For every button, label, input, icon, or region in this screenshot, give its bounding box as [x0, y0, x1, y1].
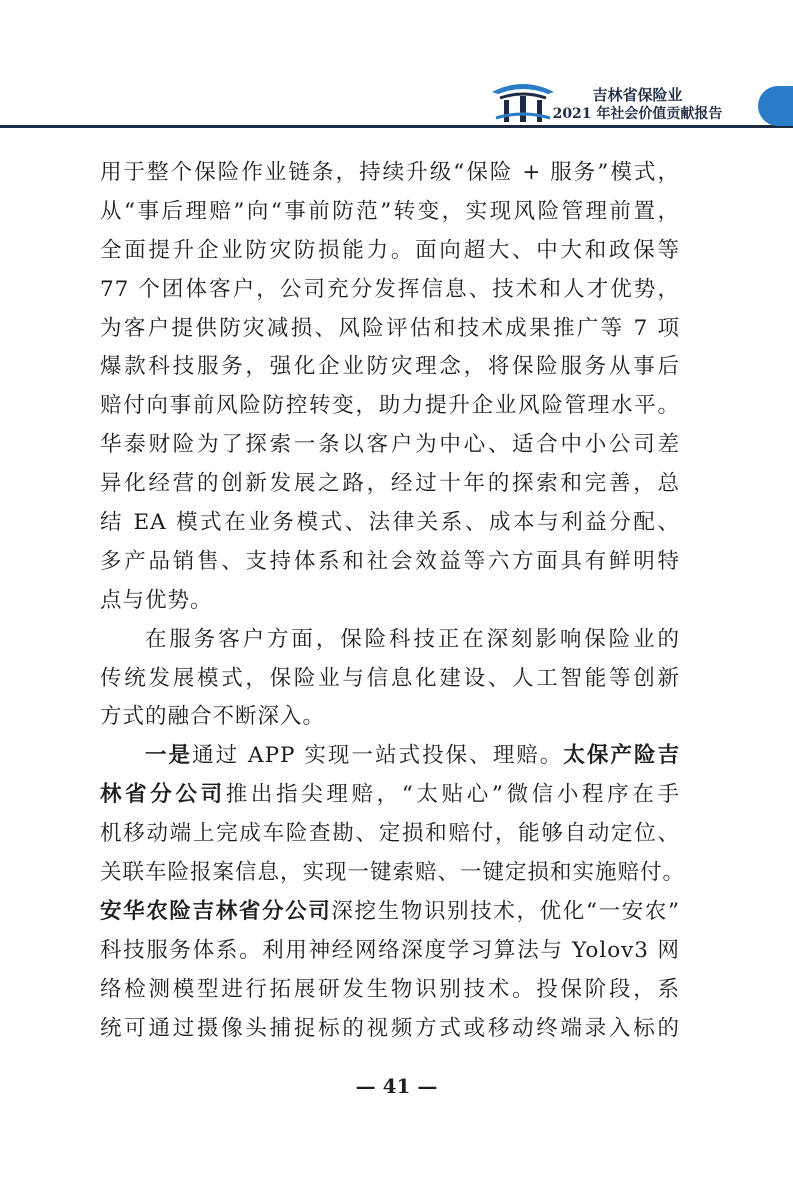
bold-text: 太保产险吉	[563, 743, 680, 769]
text-line: 关联车险报案信息，实现一键索赔、一键定损和实施赔付。	[100, 860, 686, 886]
text-line: 传统发展模式，保险业与信息化建设、人工智能等创新	[100, 665, 680, 691]
bold-text: 一是	[145, 743, 193, 769]
text-line: 用于整个保险作业链条，持续升级“保险 + 服务”模式，	[100, 160, 680, 185]
text-line: 爆款科技服务，强化企业防灾理念，将保险服务从事后	[100, 354, 680, 380]
text-line	[100, 893, 680, 932]
text-line: 从“事后理赔”向“事前防范”转变，实现风险管理前置，	[100, 198, 680, 224]
page-number: — 41 —	[355, 1074, 438, 1098]
text-line: 统可通过摄像头捕捉标的视频方式或移动终端录入标的	[100, 1015, 680, 1041]
text-line: 为客户提供防灾减损、风险评估和技术成果推广等 7 项	[100, 315, 680, 341]
text-line: 科技服务体系。利用神经网络深度学习算法与 Yolov3 网	[100, 937, 680, 963]
bold-text: 安华农险吉林省分公司	[100, 898, 332, 924]
plain-text: 推出指尖理赔，“太贴心”微信小程序在手	[225, 782, 680, 808]
text-line: 异化经营的创新发展之路，经过十年的探索和完善，总	[100, 471, 680, 497]
report-title	[530, 86, 745, 124]
text-line: 在服务客户方面，保险科技正在深刻影响保险业的	[145, 626, 680, 652]
text-line: 华泰财险为了探索一条以客户为中心、适合中小公司差	[100, 432, 680, 458]
plain-text: 通过 APP 实现一站式投保、理赔。	[192, 743, 564, 769]
text-line: 方式的融合不断深入。	[100, 704, 326, 730]
text-line: 络检测模型进行拓展研发生物识别技术。投保阶段，系	[100, 976, 680, 1002]
body-text	[100, 154, 686, 1048]
text-line: 全面提升企业防灾防损能力。面向超大、中大和政保等	[100, 237, 680, 263]
text-line: 多产品销售、支持体系和社会效益等六方面具有鲜明特	[100, 548, 680, 574]
text-line: 赔付向事前风险防控转变，助力提升企业风险管理水平。	[100, 393, 680, 419]
bold-text: 林省分公司	[100, 782, 226, 808]
report-title-line1: 吉林省保险业	[592, 86, 683, 104]
text-line: 点与优势。	[100, 587, 213, 613]
text-line	[100, 737, 680, 776]
plain-text: 深挖生物识别技术，优化“一安农”	[331, 898, 680, 924]
report-title-line2: 2021 年社会价值贡献报告	[552, 106, 723, 122]
text-line: 机移动端上完成车险查勘、定损和赔付，能够自动定位、	[100, 821, 680, 847]
header-blue-tab	[758, 86, 793, 126]
header-rule	[0, 125, 793, 128]
text-line: 结 EA 模式在业务模式、法律关系、成本与利益分配、	[100, 510, 680, 536]
text-line	[100, 776, 680, 815]
text-line: 77 个团体客户，公司充分发挥信息、技术和人才优势，	[100, 276, 680, 302]
